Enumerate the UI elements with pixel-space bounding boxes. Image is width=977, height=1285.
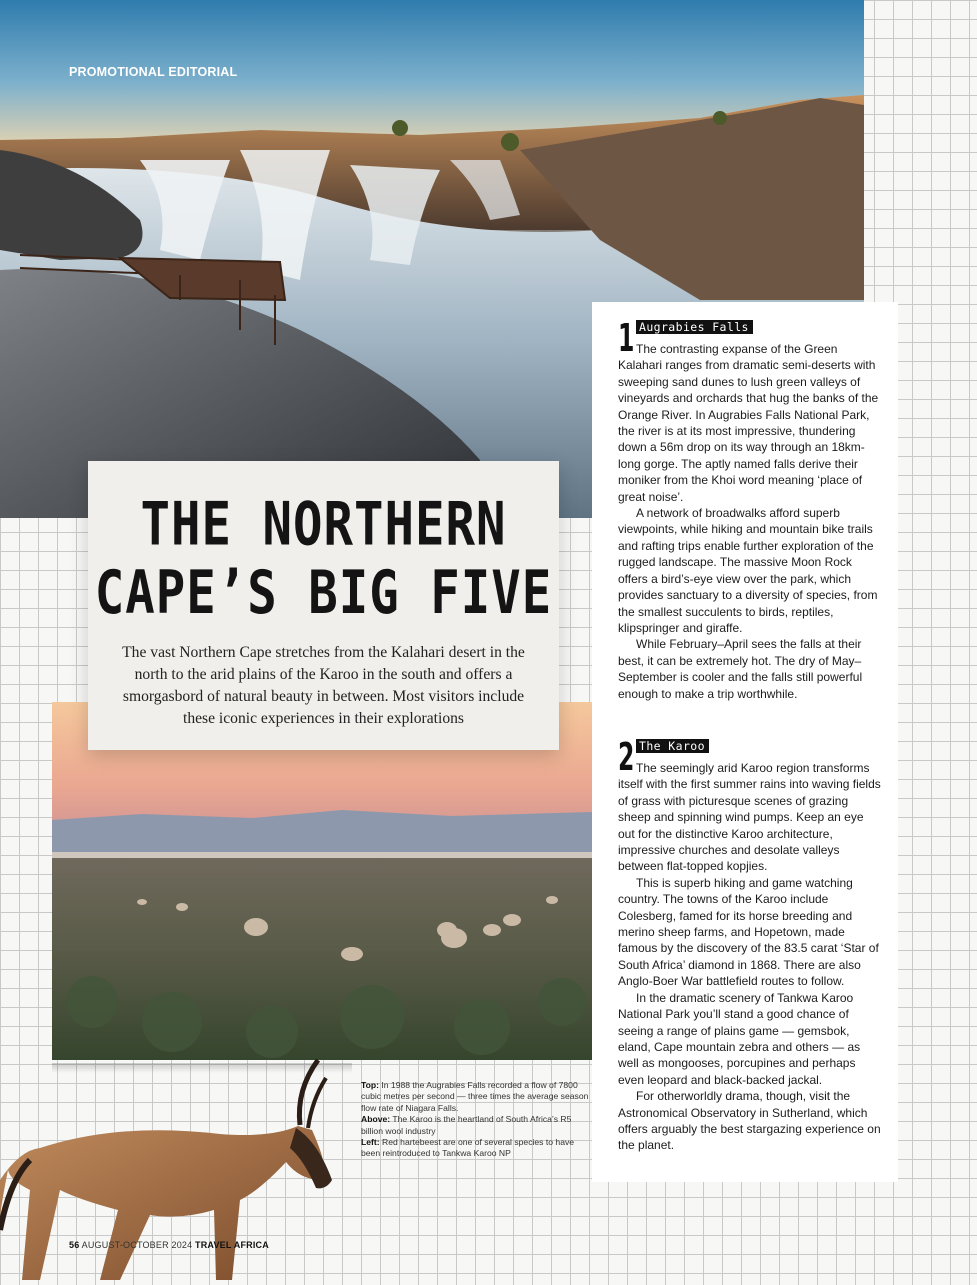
paragraph: A network of broadwalks afford superb viewpoints, while hiking and mountain bike trails and rafting trips enable further exploration of the rugged landscape. The massive Moon Rock offers a bird’s-eye view over the park, which provides sanctuary to a diversity of species, from the smallest succulents to birds, reptiles, klipspringer and giraffe. [618, 506, 878, 635]
section-augrabies-falls [618, 316, 882, 702]
section-heading [618, 316, 882, 360]
headline-line-1: THE NORTHERN [140, 489, 507, 560]
caption-label-left: Left: [361, 1137, 380, 1148]
section-title: The Karoo [636, 739, 709, 753]
caption-text-left: Red hartebeest are one of several species to have been reintroduced to Tankwa Karoo NP [361, 1137, 575, 1159]
promo-label: PROMOTIONAL EDITORIAL [69, 65, 238, 79]
standfirst: The vast Northern Cape stretches from the Kalahari desert in the north to the arid plains of the Karoo in the south and offers a smorgasbord of natural beauty in between. Most visitors include these iconic experiences in their explorations [122, 644, 525, 727]
photo-caption [361, 1080, 593, 1160]
paragraph: The seemingly arid Karoo region transforms itself with the first summer rains into waving fields of grass with picturesque scenes of grazing sheep and spinning wind pumps. Keep an eye out for the distinctive Karoo architecture, impressive churches and desolate valleys between flat-topped kopjies. [618, 761, 881, 874]
karoo-sheep-photo [52, 702, 592, 1060]
paragraph: In the dramatic scenery of Tankwa Karoo National Park you’ll stand a good chance of seeing a range of plains game — gemsbok, eland, Cape mountain zebra and others — as well as mongooses, porcupines and perhaps even leopard and black-backed jackal. [618, 990, 861, 1087]
headline-line-2: CAPE’S BIG FIVE [94, 558, 553, 628]
section-number: 1 [618, 316, 635, 360]
article-column [592, 302, 898, 1182]
section-title: Augrabies Falls [636, 320, 753, 334]
page-number: 56 [69, 1240, 80, 1250]
caption-text-top: In 1988 the Augrabies Falls recorded a flow of 7800 cubic metres per second — three times the average season flow rate of Niagara Falls. [361, 1080, 589, 1113]
page-footer [69, 1240, 269, 1250]
caption-label-top: Top: [361, 1080, 379, 1090]
issue-date: AUGUST-OCTOBER 2024 [81, 1240, 193, 1250]
section-the-karoo [618, 735, 882, 1154]
magazine-name: TRAVEL AFRICA [195, 1240, 269, 1250]
title-card [88, 461, 559, 750]
caption-text-above: The Karoo is the heartland of South Africa’s R5 billion wool industry [361, 1114, 572, 1136]
paragraph: This is superb hiking and game watching country. The towns of the Karoo include Colesberg, famed for its horse breeding and merino sheep farms, and Hopetown, made famous by the discovery of the 83.5 carat ‘Star of South Africa’ diamond in 1868. There are also Anglo-Boer War battlefield routes to follow. [618, 875, 879, 989]
section-heading [618, 735, 882, 779]
paragraph: The contrasting expanse of the Green Kalahari ranges from dramatic semi-deserts with sweeping sand dunes to lush green valleys of vineyards and orchards that hug the banks of the Orange River. In Augrabies Falls National Park, the river is at its most impressive, thundering down a 56m drop on its way through an 18km-long gorge. The aptly named falls derive their moniker from the Khoi word meaning ‘place of great noise’. [618, 342, 879, 504]
caption-label-above: Above: [361, 1114, 391, 1125]
paragraph: For otherworldly drama, though, visit the Astronomical Observatory in Sutherland, which offers arguably the best stargazing experience on the planet. [618, 1089, 881, 1153]
paragraph: While February–April sees the falls at their best, it can be extremely hot. The dry of May–September is cooler and the falls still powerful enough to make a trip worthwhile. [618, 637, 863, 701]
headline [88, 491, 559, 628]
karoo-illustration [52, 702, 592, 1060]
section-number: 2 [618, 735, 635, 779]
